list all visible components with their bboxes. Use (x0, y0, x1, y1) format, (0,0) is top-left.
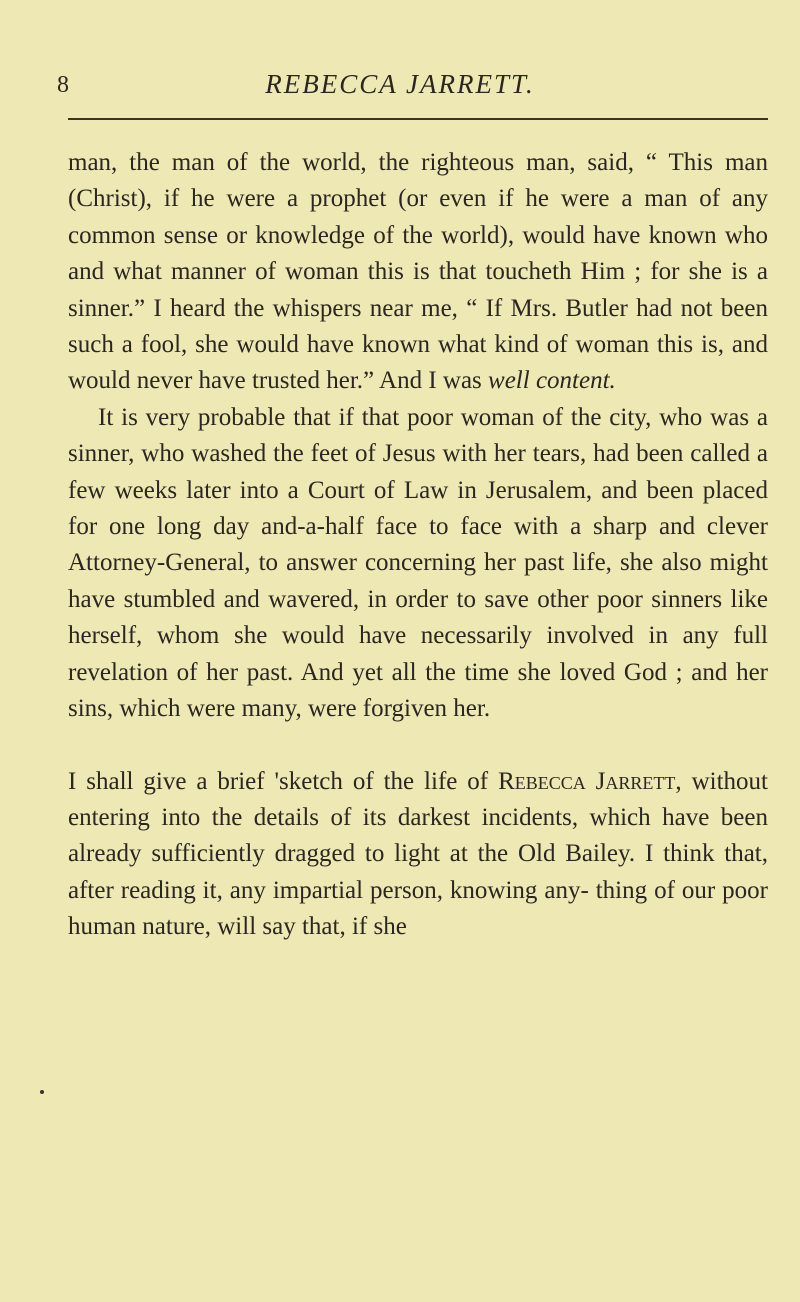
body-text (68, 145, 768, 946)
paragraph-text: , without entering into the details of its darkest incidents, which have been already sufficiently dragged to light at the Old Bailey. I think that, after reading it, any impartial person, knowing any- thing of our poor human nature, will say that, if she (68, 767, 768, 941)
margin-mark (40, 1090, 44, 1094)
paragraph-text: I shall give a brief 'sketch of the life of (68, 767, 499, 795)
paragraph (68, 145, 768, 400)
running-title: REBECCA JARRETT. (265, 69, 535, 99)
paragraph (68, 764, 768, 946)
header-rule (68, 118, 768, 120)
emphasis-text: well content. (488, 367, 616, 395)
page-number: 8 (57, 72, 69, 98)
paragraph-text: man, the man of the world, the righteous man, said, “ This man (Christ), if he were a prophet (or even if he were a man of any common sense or knowledge of the world), would have known who and what manner of woman this is that toucheth Him ; for she is a sinner.” I heard the whispers near me, “ If Mrs. Butler had not been such a fool, she would have known what kind of woman this is, and would never have trusted her.” And I was (68, 149, 768, 395)
paragraph: It is very probable that if that poor woman of the city, who was a sinner, who washed the feet of Jesus with her tears, had been called a few weeks later into a Court of Law in Jerusalem, and been placed for one long day and-a-half face to face with a sharp and clever Attorney-General, to answer concerning her past life, she also might have stumbled and wavered, in order to save other poor sinners like herself, whom she would have necessarily involved in any full revelation of her past. And yet all the time she loved God ; and her sins, which were many, were forgiven her. (68, 403, 768, 723)
small-caps-name: Rebecca Jarrett (498, 767, 676, 795)
